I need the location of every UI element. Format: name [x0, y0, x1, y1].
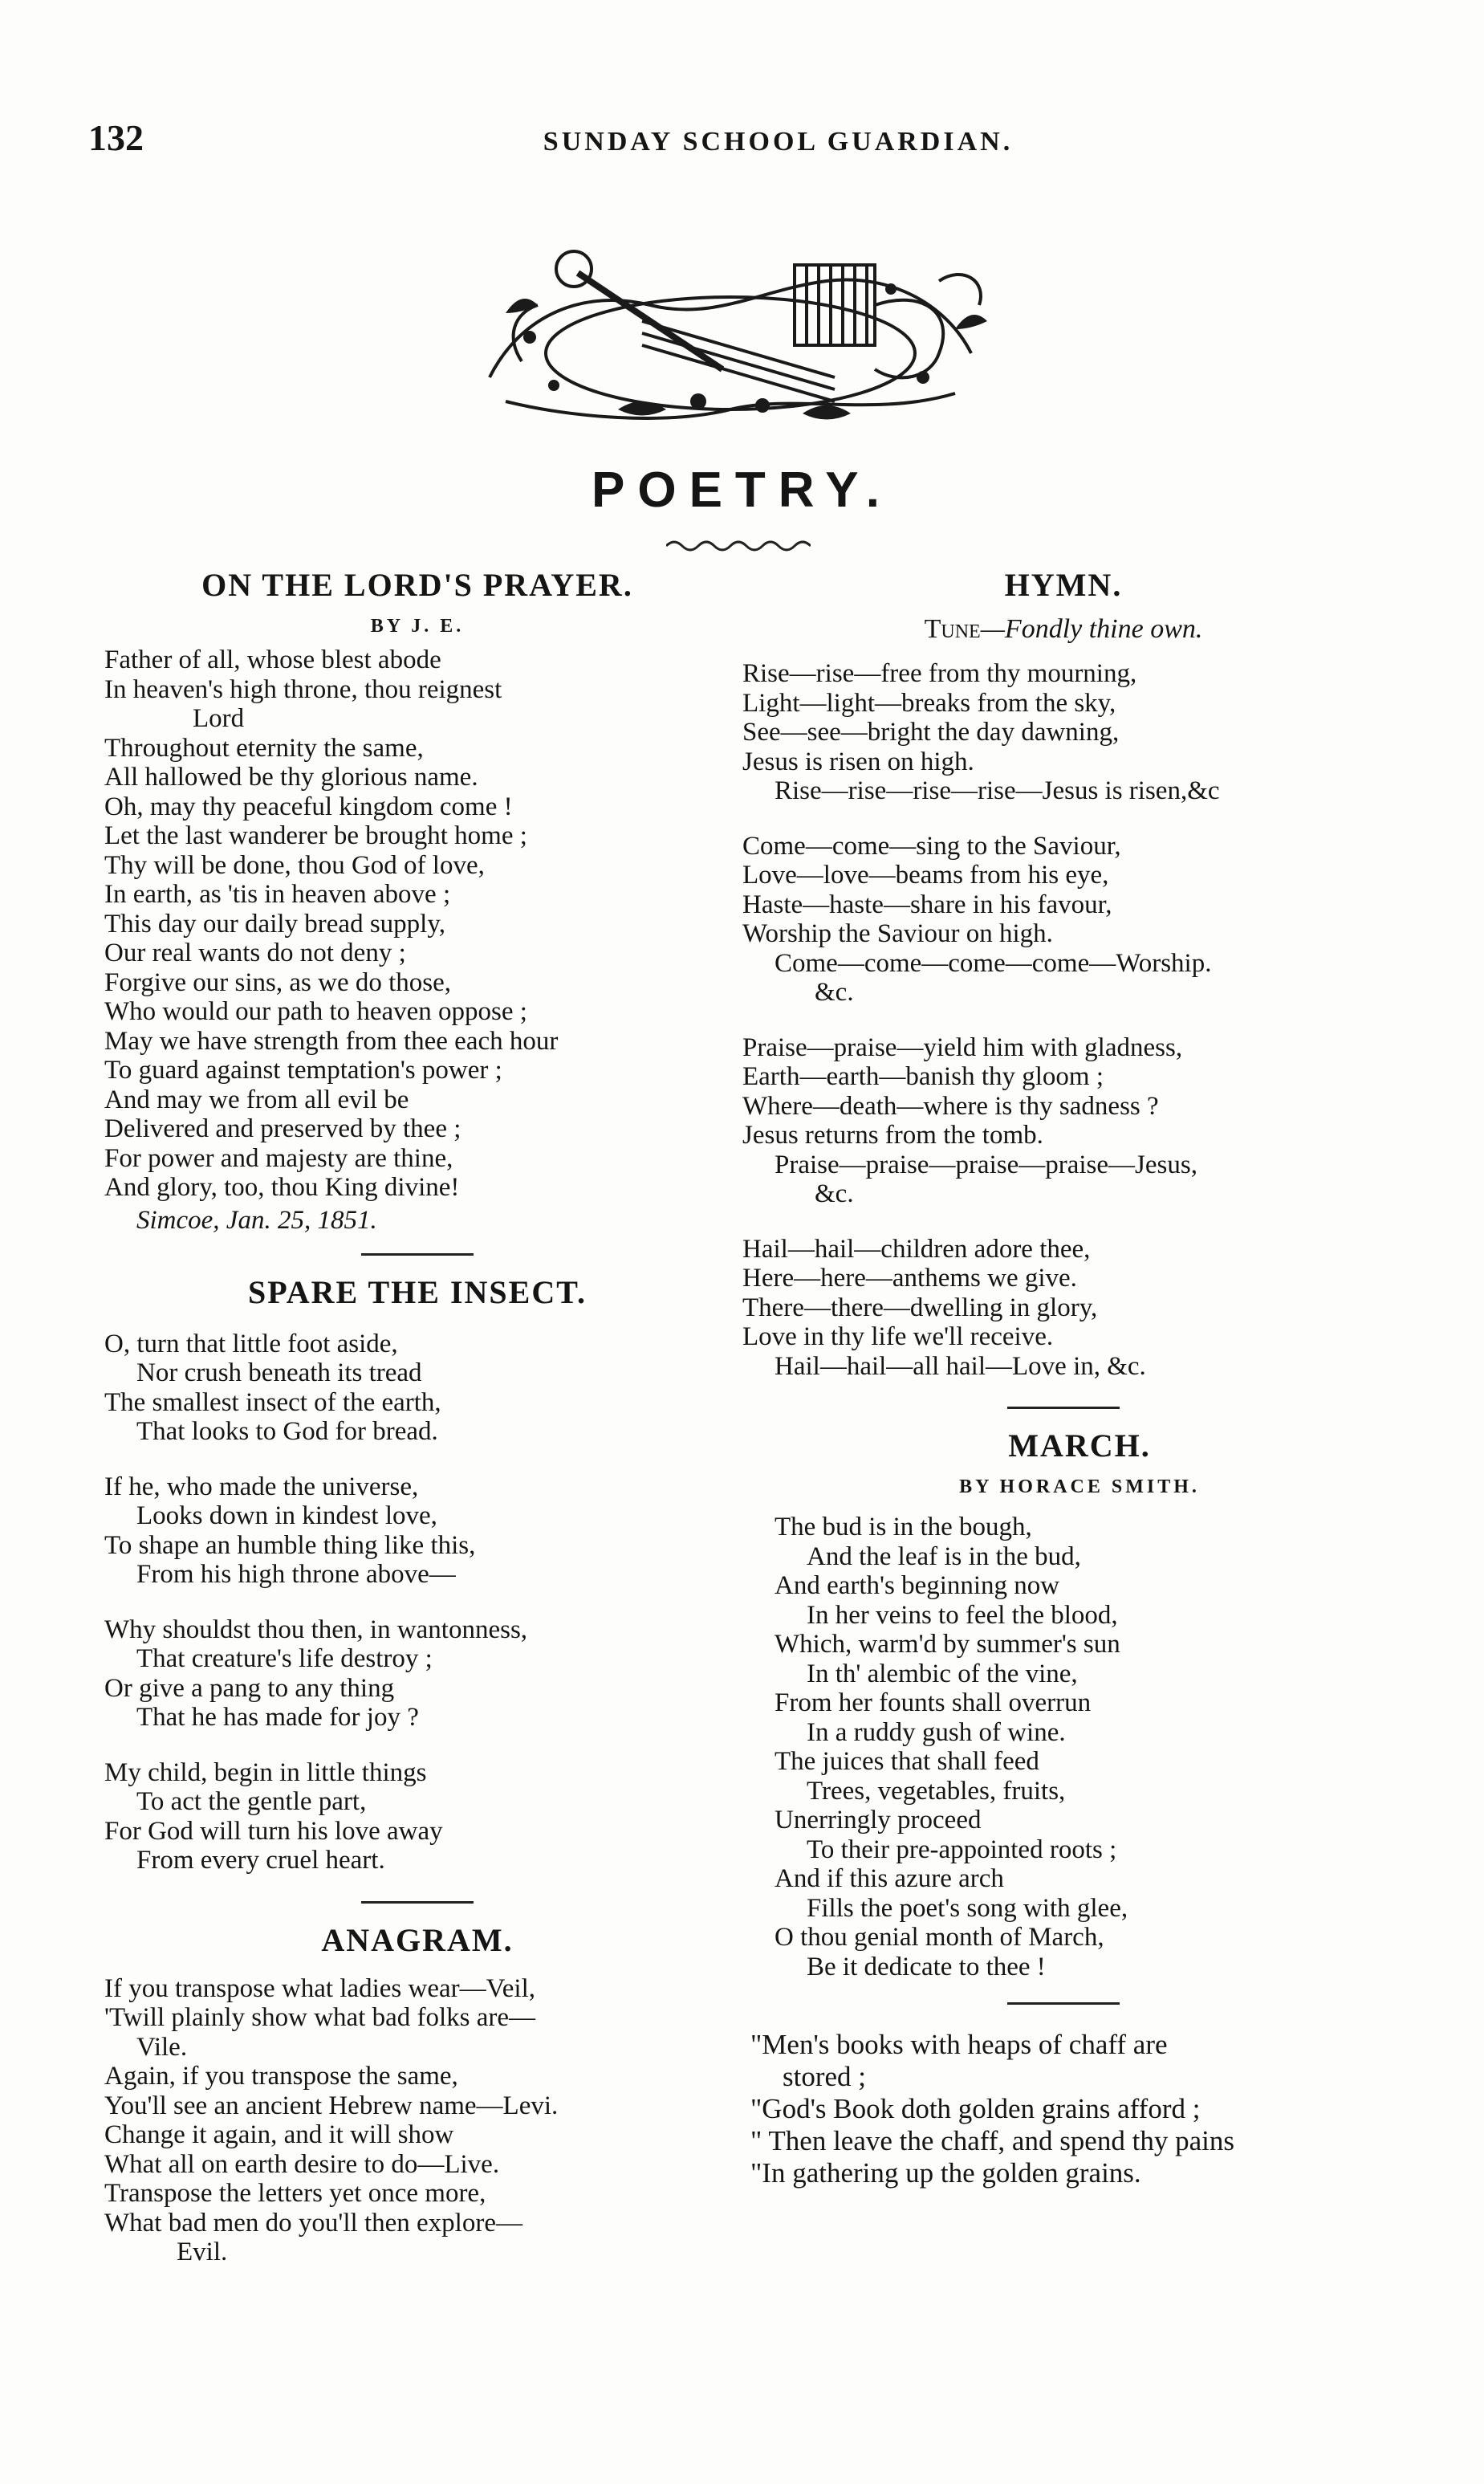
poem-line: Come—come—come—come—Worship.: [775, 948, 1212, 978]
poem-line: Fills the poet's song with glee,: [807, 1893, 1128, 1923]
poem-line: Praise—praise—praise—praise—Jesus,: [775, 1150, 1197, 1179]
poem-line: In a ruddy gush of wine.: [807, 1717, 1066, 1747]
stanza: [104, 1472, 730, 1590]
poem-title: ON THE LORD'S PRAYER.: [201, 567, 633, 603]
poem-title: HYMN.: [1004, 567, 1123, 603]
section-divider: [1007, 2002, 1120, 2005]
tune-label: Tune: [924, 614, 981, 644]
poem-line: Who would our path to heaven oppose ;: [104, 997, 527, 1026]
poem-march: [742, 1427, 1384, 1981]
section-divider: [1007, 1407, 1120, 1409]
poem-title: MARCH.: [1008, 1427, 1151, 1464]
poem-line: &c.: [815, 1179, 854, 1208]
right-column: [742, 566, 1384, 2189]
poem-line: For God will turn his love away: [104, 1816, 443, 1846]
poem-line: You'll see an ancient Hebrew name—Levi.: [104, 2091, 559, 2120]
poem-line: What all on earth desire to do—Live.: [104, 2149, 500, 2179]
poem-line: "God's Book doth golden grains afford ;: [750, 2093, 1201, 2124]
poem-line: To their pre-appointed roots ;: [807, 1834, 1117, 1864]
poem-line: " Then leave the chaff, and spend thy pains: [750, 2125, 1234, 2156]
poem-line: From his high throne above—: [136, 1560, 456, 1589]
poem-line: Or give a pang to any thing: [104, 1673, 395, 1703]
poem-line: To shape an humble thing like this,: [104, 1530, 476, 1560]
poem-dateline: Simcoe, Jan. 25, 1851.: [136, 1205, 377, 1235]
section-title: POETRY.: [592, 462, 892, 518]
poem-line: Our real wants do not deny ;: [104, 939, 406, 967]
quote-lines: [750, 2029, 1384, 2189]
poem-byline: BY J. E.: [370, 616, 465, 637]
poem-line: May we have strength from thee each hour: [104, 1026, 559, 1056]
poem-line: Where—death—where is thy sadness ?: [742, 1091, 1159, 1121]
poem-line: In th' alembic of the vine,: [807, 1659, 1078, 1688]
poem-line: My child, begin in little things: [104, 1757, 427, 1787]
poem-line: "Men's books with heaps of chaff are: [750, 2029, 1168, 2060]
poem-line: Again, if you transpose the same,: [104, 2062, 458, 2091]
poem-line: Thy will be done, thou God of love,: [104, 850, 485, 880]
poem-line: Hail—hail—all hail—Love in, &c.: [775, 1351, 1146, 1381]
poem-line: Change it again, and it will show: [104, 2120, 454, 2149]
poem-line: Here—here—anthems we give.: [742, 1264, 1077, 1293]
poem-line: And earth's beginning now: [775, 1571, 1060, 1600]
section-divider: [361, 1253, 474, 1256]
stanza: [742, 1033, 1384, 1209]
stanza: [104, 1615, 730, 1733]
poem-line: And may we from all evil be: [104, 1085, 409, 1114]
tune-line: [742, 614, 1384, 645]
poem-line: Lord: [193, 704, 245, 733]
poem-line: That looks to God for bread.: [136, 1417, 438, 1446]
poem-title: SPARE THE INSECT.: [248, 1273, 587, 1310]
poem-stanzas: [104, 1330, 730, 1875]
poem-stanzas: [742, 659, 1384, 1381]
poem-line: To act the gentle part,: [136, 1787, 367, 1816]
poem-line: And glory, too, thou King divine!: [104, 1173, 460, 1202]
poem-line: If you transpose what ladies wear—Veil,: [104, 1973, 536, 2003]
poem-line: The juices that shall feed: [775, 1747, 1039, 1776]
musical-instruments-vignette-icon: [457, 217, 1003, 442]
poem-line: Be it dedicate to thee !: [807, 1952, 1046, 1981]
poem-line: Worship the Saviour on high.: [742, 919, 1053, 948]
poem-line: Nor crush beneath its tread: [136, 1358, 422, 1387]
poem-line: O thou genial month of March,: [775, 1923, 1104, 1952]
poem-line: Praise—praise—yield him with gladness,: [742, 1032, 1183, 1062]
poem-line: That he has made for joy ?: [136, 1703, 419, 1732]
poem-line: To guard against temptation's power ;: [104, 1056, 502, 1085]
poem-line: Vile.: [136, 2032, 188, 2062]
poem-line: Haste—haste—share in his favour,: [742, 890, 1112, 919]
poem-line: 'Twill plainly show what bad folks are—: [104, 2003, 536, 2032]
closing-quote: [742, 2029, 1384, 2189]
poem-lines: [104, 1974, 730, 2267]
poem-spare-the-insect: [104, 1273, 730, 1875]
poem-lines: [775, 1513, 1384, 1981]
running-head: SUNDAY SCHOOL GUARDIAN.: [543, 127, 1014, 157]
stanza: [104, 1758, 730, 1875]
poem-line: Let the last wanderer be brought home ;: [104, 821, 527, 850]
poem-line: Transpose the letters yet once more,: [104, 2179, 486, 2208]
decorative-squiggle-icon: [666, 536, 811, 556]
poem-line: Light—light—breaks from the sky,: [742, 688, 1116, 718]
section-divider: [361, 1901, 474, 1904]
poem-line: &c.: [815, 978, 854, 1007]
left-column: [104, 566, 730, 2267]
poem-line: Throughout eternity the same,: [104, 733, 424, 763]
poem-line: Why shouldst thou then, in wantonness,: [104, 1615, 528, 1644]
poem-line: In her veins to feel the blood,: [807, 1600, 1118, 1630]
stanza: [104, 1330, 730, 1447]
poem-line: Jesus returns from the tomb.: [742, 1121, 1043, 1150]
poem-line: Unerringly proceed: [775, 1806, 982, 1834]
poem-line: Hail—hail—children adore thee,: [742, 1234, 1091, 1264]
poem-line: The smallest insect of the earth,: [104, 1387, 441, 1417]
poem-line: From her founts shall overrun: [775, 1688, 1092, 1717]
poem-line: That creature's life destroy ;: [136, 1644, 433, 1673]
poem-line: Come—come—sing to the Saviour,: [742, 831, 1121, 861]
poem-hymn: [742, 566, 1384, 1381]
poem-line: If he, who made the universe,: [104, 1472, 419, 1501]
poem-line: Delivered and preserved by thee ;: [104, 1114, 461, 1143]
poem-line: Rise—rise—rise—rise—Jesus is risen,&c: [775, 776, 1220, 805]
poem-line: The bud is in the bough,: [775, 1513, 1032, 1541]
poem-line: Father of all, whose blest abode: [104, 645, 441, 674]
poem-line: There—there—dwelling in glory,: [742, 1293, 1098, 1322]
poem-line: Trees, vegetables, fruits,: [807, 1776, 1066, 1806]
poem-line: Love in thy life we'll receive.: [742, 1322, 1054, 1351]
poem-line: All hallowed be thy glorious name.: [104, 763, 478, 792]
poem-line: Rise—rise—free from thy mourning,: [742, 659, 1137, 688]
poem-line: In earth, as 'tis in heaven above ;: [104, 880, 451, 909]
poem-line: Love—love—beams from his eye,: [742, 861, 1109, 890]
poem-line: Which, warm'd by summer's sun: [775, 1630, 1120, 1659]
page-number: 132: [88, 117, 144, 158]
poem-line: And if this azure arch: [775, 1864, 1004, 1893]
poem-line: What bad men do you'll then explore—: [104, 2208, 522, 2238]
poem-byline: BY HORACE SMITH.: [959, 1476, 1200, 1497]
poem-line: stored ;: [783, 2061, 867, 2092]
poem-title: ANAGRAM.: [321, 1921, 514, 1958]
poem-line: This day our daily bread supply,: [104, 909, 445, 939]
poem-line: And the leaf is in the bud,: [807, 1541, 1081, 1571]
poem-line: Evil.: [177, 2238, 228, 2266]
stanza: [742, 659, 1384, 806]
poem-lines: [104, 645, 730, 1203]
poem-line: See—see—bright the day dawning,: [742, 718, 1120, 747]
poem-line: Earth—earth—banish thy gloom ;: [742, 1062, 1104, 1091]
stanza: [742, 1235, 1384, 1382]
poem-line: Forgive our sins, as we do those,: [104, 967, 452, 997]
stanza: [742, 832, 1384, 1008]
poem-line: In heaven's high throne, thou reignest: [104, 674, 502, 704]
poem-line: Oh, may thy peaceful kingdom come !: [104, 792, 513, 821]
poem-line: Looks down in kindest love,: [136, 1501, 437, 1530]
poem-line: For power and majesty are thine,: [104, 1143, 453, 1173]
poem-lords-prayer: [104, 566, 730, 1236]
poem-line: From every cruel heart.: [136, 1846, 385, 1875]
poem-anagram: [104, 1921, 730, 2267]
poem-line: O, turn that little foot aside,: [104, 1329, 398, 1358]
poem-line: Jesus is risen on high.: [742, 747, 974, 776]
tune-name: —Fondly thine own.: [980, 614, 1203, 644]
poem-line: "In gathering up the golden grains.: [750, 2157, 1141, 2189]
